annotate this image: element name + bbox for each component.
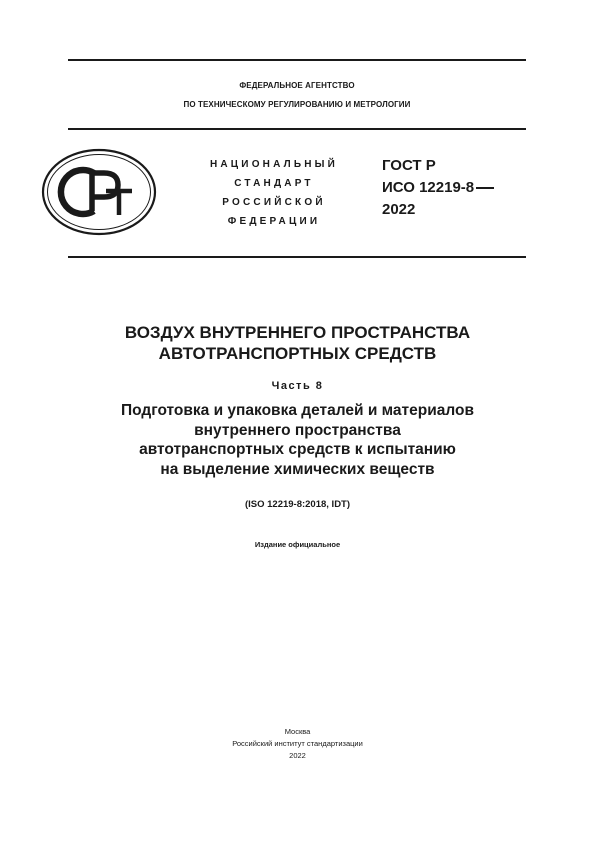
iso-reference: (ISO 12219-8:2018, IDT): [244, 499, 351, 510]
national-standard-label: [188, 155, 360, 231]
subtitle-line-1: Подготовка и упаковка деталей и материалов: [120, 402, 475, 419]
imprint-year: 2022: [289, 751, 306, 760]
main-title-line-2: АВТОТРАНСПОРТНЫХ СРЕДСТВ: [158, 344, 437, 363]
imprint: [30, 726, 565, 762]
designation-line-1: ГОСТ Р: [382, 157, 436, 174]
subtitle-line-3: автотранспортных средств к испытанию: [139, 441, 456, 458]
document-main-title: [30, 322, 565, 364]
main-title-line-1: ВОЗДУХ ВНУТРЕННЕГО ПРОСТРАНСТВА: [124, 323, 471, 342]
designation-dash: [476, 187, 494, 189]
agency-line-1: ФЕДЕРАЛЬНОЕ АГЕНТСТВО: [239, 81, 355, 90]
national-standard-line-3: РОССИЙСКОЙ: [222, 197, 326, 208]
standard-designation: [382, 155, 494, 221]
designation-number: ИСО 12219-8: [382, 179, 475, 196]
imprint-city: Москва: [284, 727, 311, 736]
official-edition-label: Издание официальное: [254, 540, 341, 549]
imprint-publisher: Российский институт стандартизации: [232, 739, 363, 748]
designation-line-2: [382, 177, 494, 199]
middle-rule: [68, 256, 526, 258]
designation-year: 2022: [382, 201, 416, 218]
national-standard-line-2: СТАНДАРТ: [234, 178, 314, 189]
part-label: Часть 8: [271, 380, 324, 392]
subtitle-line-4: на выделение химических веществ: [160, 460, 435, 478]
top-rule: [68, 59, 526, 61]
header-rule: [68, 128, 526, 130]
national-standard-line-4: ФЕДЕРАЦИИ: [227, 216, 321, 227]
agency-line-2: ПО ТЕХНИЧЕСКОМУ РЕГУЛИРОВАНИЮ И МЕТРОЛОГИИ: [183, 100, 411, 109]
subtitle-line-2: внутреннего пространства: [194, 421, 401, 439]
national-standard-line-1: НАЦИОНАЛЬНЫЙ: [209, 159, 339, 170]
document-subtitle: [30, 401, 565, 479]
rst-certification-mark-icon: [40, 147, 158, 237]
